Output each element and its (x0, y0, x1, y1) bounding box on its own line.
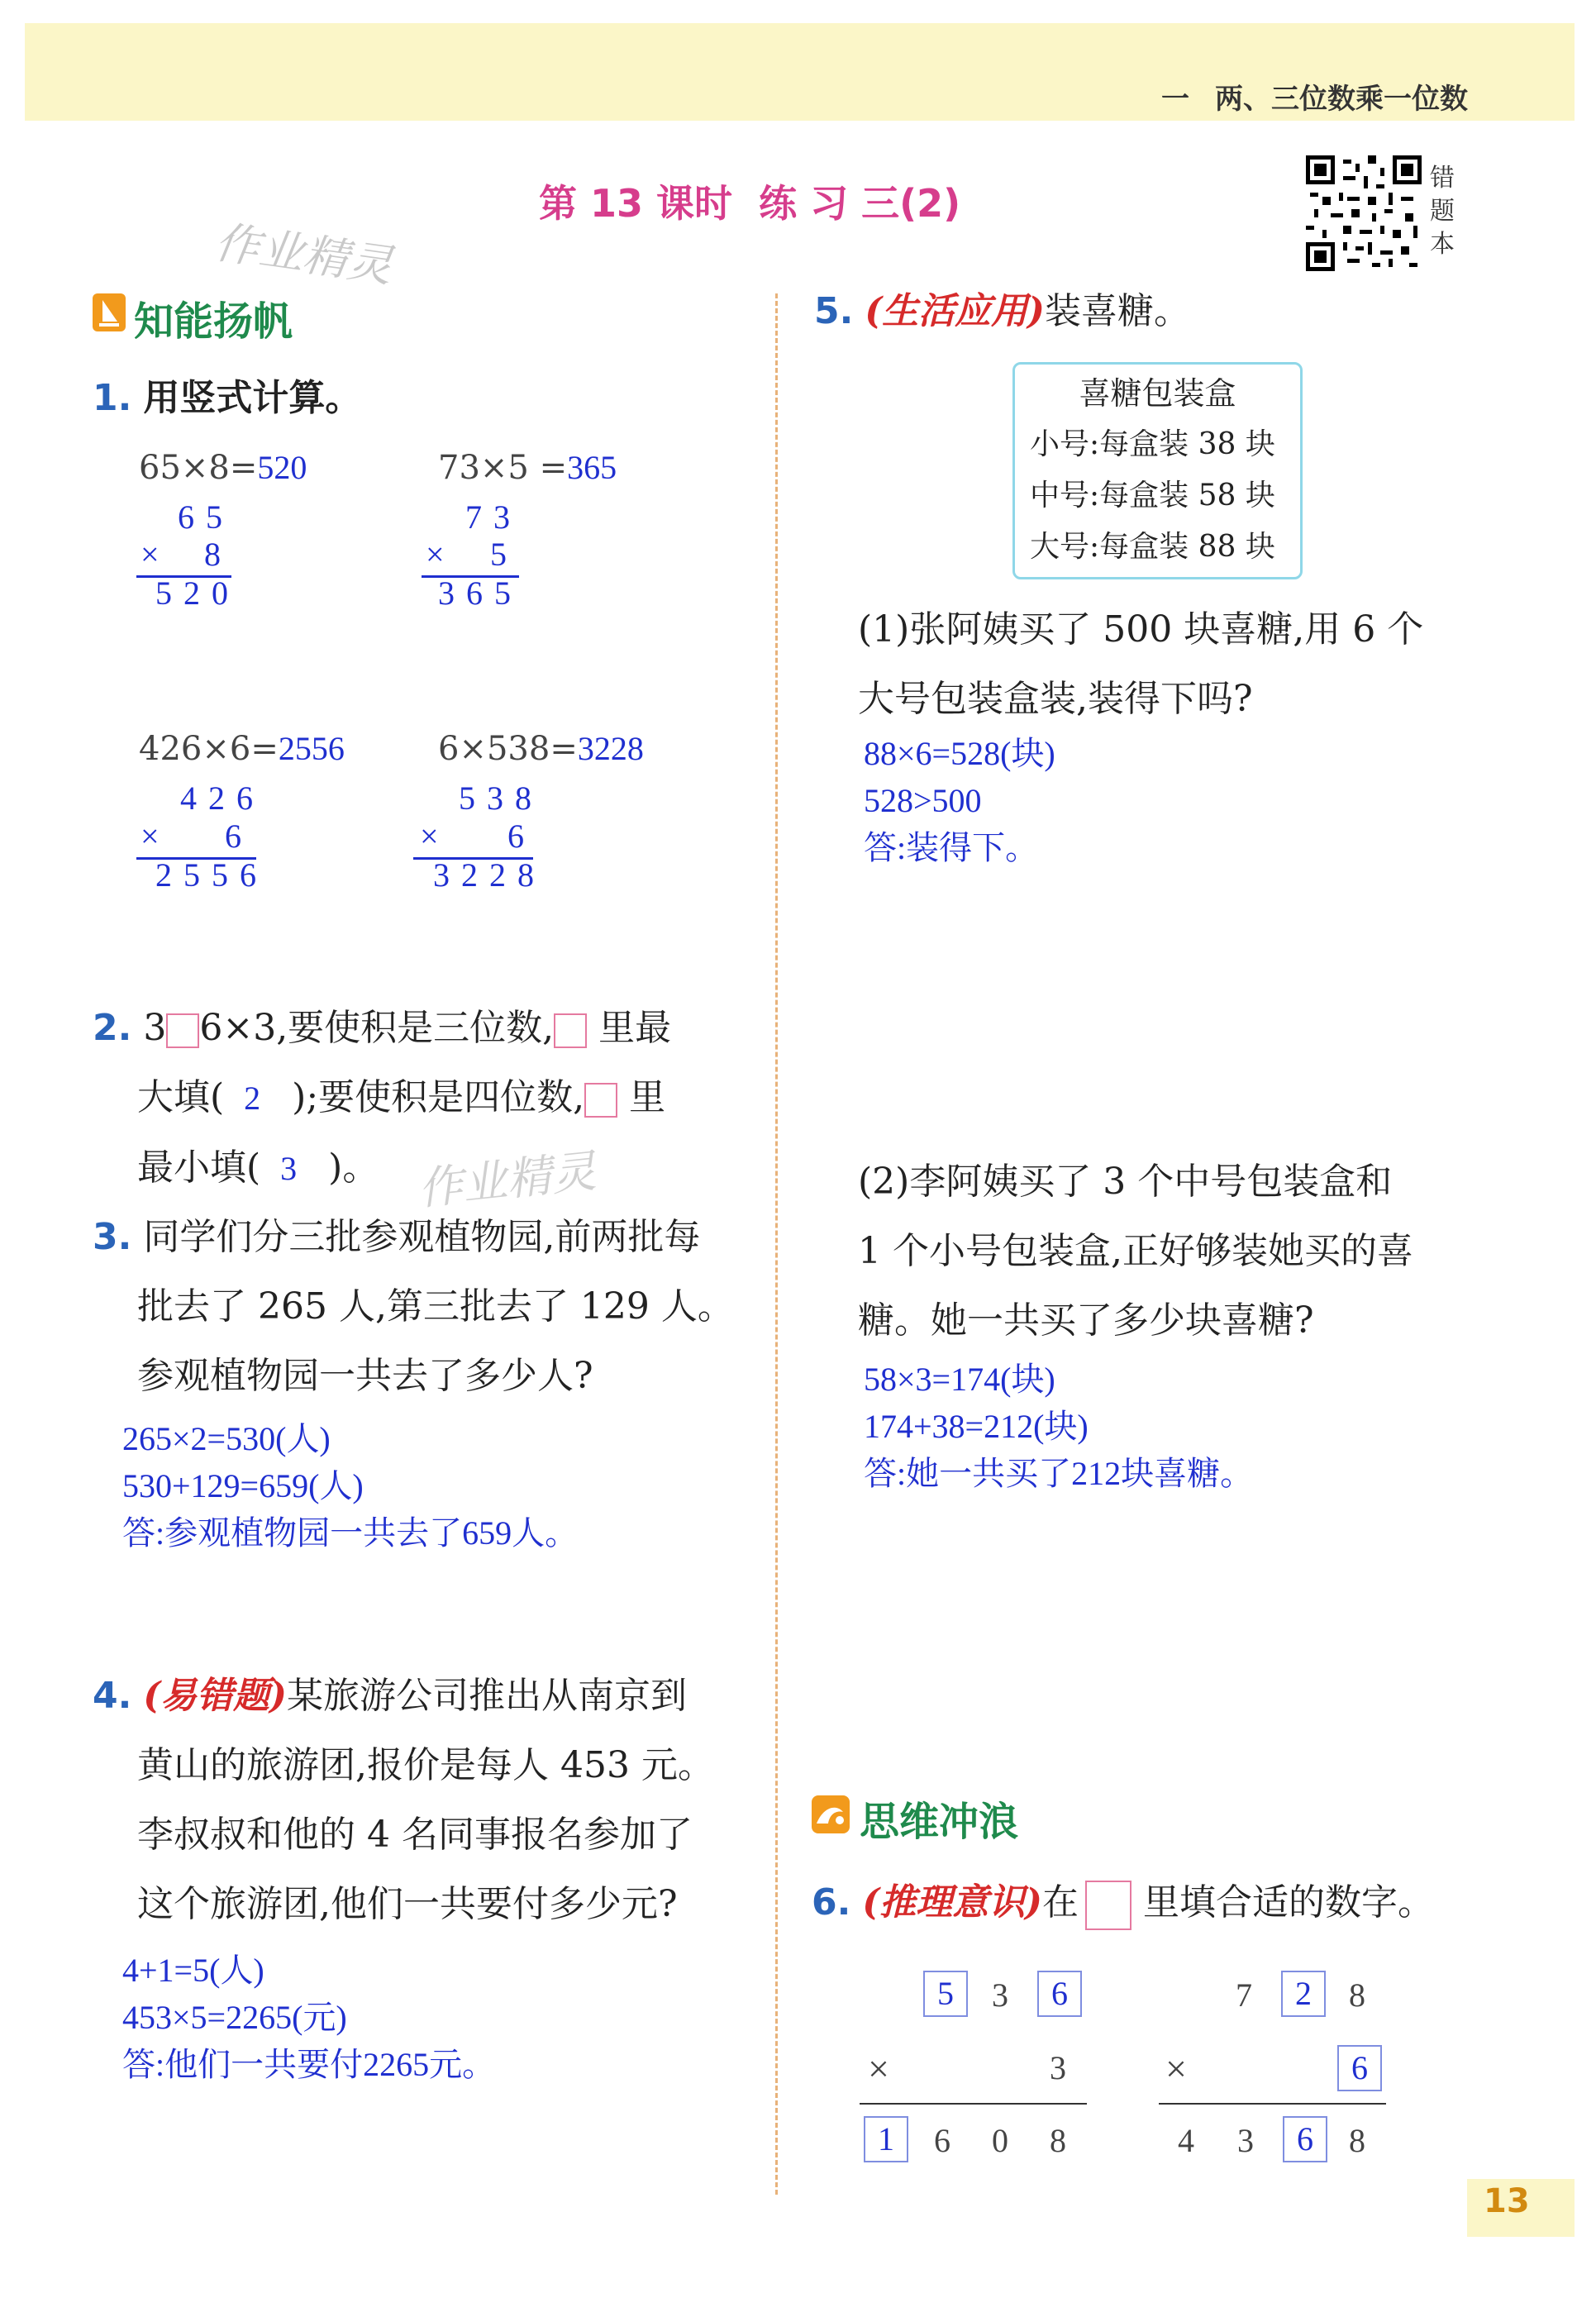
digit: 4 (1178, 2122, 1194, 2159)
question-number: 5. (814, 290, 854, 332)
calc-expression: 426×6=2556 (139, 730, 345, 768)
vertical-times: × (420, 818, 450, 855)
sail-icon (93, 293, 126, 331)
calc-expression: 73×5 =365 (438, 449, 617, 487)
digit: 7 (1236, 1976, 1252, 2014)
digit: 6 (934, 2122, 950, 2159)
question-4: 4. (易错题)某旅游公司推出从南京到 黄山的旅游团,报价是每人 453 元。 李叔叔和他的 4 名同事报名参加了 这个旅游团,他们一共要付多少元? (93, 1675, 714, 1925)
vertical-multiplier: 6 (225, 818, 253, 855)
question-2: 2. 3 6×3,要使积是三位数, 里最 大填( 2 );要使积是四位数, 里 最小填( 3 )。 (93, 1007, 672, 1189)
qr-code[interactable] (1306, 155, 1422, 271)
answer-fill: 2 (244, 1080, 261, 1117)
calc-answer: 365 (567, 449, 617, 486)
question-6: 6. (推理意识)在 里填合适的数字。 (812, 1868, 1434, 1938)
calc-answer: 3228 (577, 730, 644, 767)
digit: 8 (1349, 2122, 1365, 2159)
column-divider (775, 293, 778, 2195)
vertical-multiplier: 5 (490, 536, 518, 573)
q5-part1: (1)张阿姨买了 500 块喜糖,用 6 个 大号包装盒装,装得下吗? (858, 608, 1424, 720)
digit: 3 (992, 1976, 1008, 2014)
vertical-result: 365 (438, 574, 522, 612)
vertical-result: 3228 (433, 856, 545, 894)
q5-part1-answer: 88×6=528(块) 528>500 答:装得下。 (864, 735, 1055, 866)
watermark-2: 作业精灵 (415, 1144, 599, 1216)
box-line: 小号:每盒装 38 块 (1030, 427, 1275, 461)
vertical-result: 520 (155, 574, 240, 612)
filled-digit-box: 1 (864, 2116, 908, 2162)
result-line (860, 2103, 1087, 2105)
box-line: 大号:每盒装 88 块 (1030, 530, 1275, 564)
vertical-top: 65 (178, 498, 234, 536)
vertical-top: 538 (459, 779, 543, 817)
chapter-number: 一 (1161, 83, 1189, 116)
question-3: 3. 同学们分三批参观植物园,前两批每 批去了 265 人,第三批去了 129 人。 参观植物园一共去了多少人? (93, 1216, 734, 1397)
lesson-title: 第 13 课时 练 习 三(2) (539, 181, 961, 226)
question-prompt: 用竖式计算。 (143, 377, 362, 419)
answer-fill: 3 (280, 1150, 298, 1187)
calc-expression: 6×538=3228 (438, 730, 644, 768)
times-sign: × (1165, 2048, 1187, 2090)
chapter-title: 两、三位数乘一位数 (1215, 83, 1468, 116)
page-number: 13 (1484, 2182, 1530, 2220)
section-title-left: 知能扬帆 (134, 298, 293, 345)
calc-answer: 520 (257, 449, 307, 486)
q5-part2: (2)李阿姨买了 3 个中号包装盒和 1 个小号包装盒,正好够装她买的喜 糖。她一共买了多少块喜糖? (858, 1161, 1413, 1342)
result-line (1159, 2103, 1386, 2105)
filled-digit-box: 6 (1337, 2045, 1382, 2091)
vertical-result: 2556 (155, 856, 268, 894)
vertical-top: 426 (180, 779, 264, 817)
question-number: 1. (93, 377, 132, 419)
blank-box (166, 1013, 199, 1048)
digit: 8 (1050, 2122, 1066, 2159)
qr-label: 错 题 本 (1430, 164, 1455, 259)
digit: 3 (1050, 2049, 1066, 2086)
candy-box-info (1012, 362, 1303, 579)
box-title: 喜糖包装盒 (1079, 375, 1236, 412)
vertical-top: 73 (465, 498, 522, 536)
wave-icon (812, 1795, 850, 1833)
filled-digit-box: 6 (1037, 1971, 1082, 2017)
q5-part2-answer: 58×3=174(块) 174+38=212(块) 答:她一共买了212块喜糖。 (864, 1361, 1254, 1492)
vertical-times: × (141, 818, 171, 855)
calc-expression: 65×8=520 (139, 449, 307, 487)
filled-digit-box: 2 (1281, 1971, 1326, 2017)
filled-digit-box: 5 (923, 1971, 968, 2017)
blank-box (584, 1083, 617, 1118)
calc-answer: 2556 (278, 730, 345, 767)
question-1 (93, 364, 361, 433)
vertical-times: × (426, 536, 456, 573)
blank-box (554, 1013, 587, 1048)
question-number: 4. (93, 1675, 132, 1717)
digit: 3 (1237, 2122, 1254, 2159)
digit: 0 (992, 2122, 1008, 2159)
vertical-multiplier: 6 (507, 818, 536, 855)
box-line: 中号:每盒装 58 块 (1030, 479, 1275, 513)
question-number: 3. (93, 1216, 132, 1258)
times-sign: × (868, 2048, 889, 2090)
question-number: 2. (93, 1007, 132, 1049)
blank-box (1085, 1881, 1131, 1930)
vertical-times: × (141, 536, 171, 573)
digit: 8 (1349, 1976, 1365, 2014)
question-tag: (推理意识) (862, 1881, 1042, 1924)
qr-code-icon (1306, 155, 1422, 271)
question-tag: (易错题) (143, 1675, 287, 1717)
q3-answer: 265×2=530(人) 530+129=659(人) 答:参观植物园一共去了659人。 (122, 1420, 579, 1552)
question-tag: (生活应用) (865, 290, 1045, 332)
vertical-multiplier: 8 (204, 536, 232, 573)
question-number: 6. (812, 1881, 851, 1924)
q4-answer: 4+1=5(人) 453×5=2265(元) 答:他们一共要付2265元。 (122, 1952, 496, 2083)
question-5: 5. (生活应用)装喜糖。 (814, 290, 1190, 332)
filled-digit-box: 6 (1283, 2116, 1327, 2162)
section-title-right: 思维冲浪 (860, 1799, 1019, 1845)
watermark: 作业精灵 (212, 216, 396, 293)
